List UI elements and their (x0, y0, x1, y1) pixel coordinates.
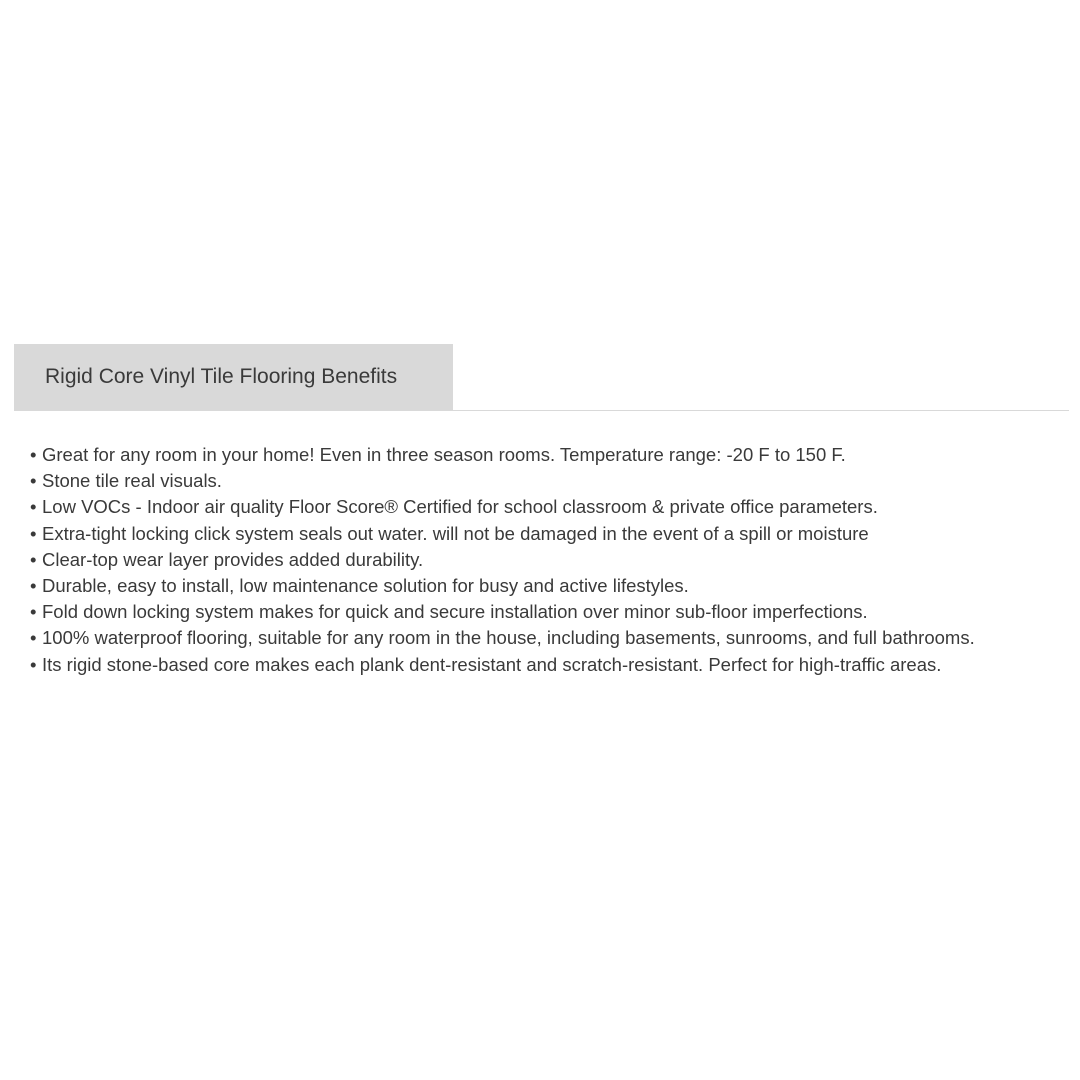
list-item (30, 547, 1070, 573)
bullet-icon: • (30, 548, 37, 570)
list-item (30, 468, 1070, 494)
bullet-icon: • (30, 601, 37, 623)
list-item (30, 652, 1070, 678)
bullet-icon: • (30, 653, 37, 675)
bullet-icon: • (30, 444, 37, 465)
tab-bar (14, 344, 1069, 411)
list-item (30, 521, 1070, 547)
benefit-text: Fold down locking system makes for quick and secure installation over minor sub-floor imperfections. (42, 601, 868, 623)
benefit-text: 100% waterproof flooring, suitable for any room in the house, including basements, sunrooms, and full bathrooms. (42, 627, 975, 649)
list-item (30, 494, 1070, 520)
benefit-text: Great for any room in your home! Even in three season rooms. Temperature range: -20 F to 150 F. (42, 444, 846, 465)
benefit-text: Clear-top wear layer provides added durability. (42, 548, 424, 570)
benefits-tab-panel (14, 344, 1069, 675)
bullet-icon: • (30, 522, 37, 544)
bullet-icon: • (30, 496, 37, 518)
list-item (30, 599, 1070, 625)
list-item (30, 573, 1070, 599)
bullet-icon: • (30, 470, 37, 492)
benefit-text: Durable, easy to install, low maintenance solution for busy and active lifestyles. (42, 575, 689, 597)
benefit-text: Its rigid stone-based core makes each plank dent-resistant and scratch-resistant. Perfect for high-traffic areas. (42, 653, 942, 675)
benefit-text: Low VOCs - Indoor air quality Floor Score® Certified for school classroom & private office parameters. (42, 496, 878, 518)
bullet-icon: • (30, 627, 37, 649)
benefit-text: Extra-tight locking click system seals out water. will not be damaged in the event of a spill or moisture (42, 522, 869, 544)
tab-benefits[interactable]: Rigid Core Vinyl Tile Flooring Benefits (14, 344, 453, 410)
list-item (30, 442, 1070, 468)
benefit-text: Stone tile real visuals. (42, 470, 222, 492)
list-item (30, 625, 1070, 651)
bullet-icon: • (30, 575, 37, 597)
benefits-list (30, 442, 1070, 678)
